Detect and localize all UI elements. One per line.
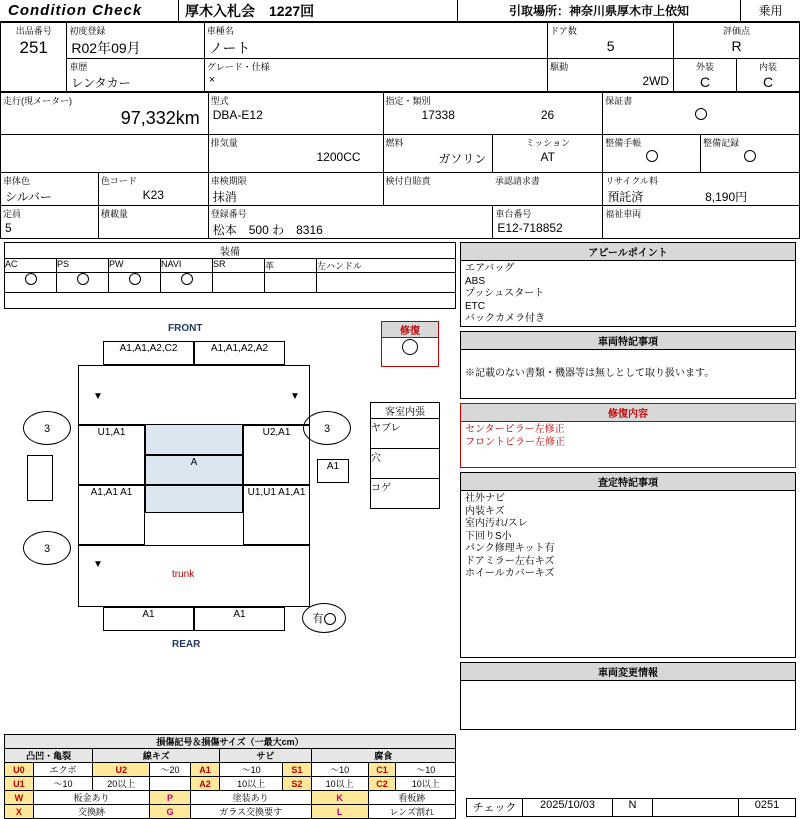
appraisal-line-3: 下回りS小 (465, 530, 512, 542)
body-color-value: シルバー (5, 190, 52, 204)
legend-text-g: ガラス交換要す (190, 805, 311, 819)
doors-value: 5 (606, 38, 615, 54)
legend-code-u1: U1 (5, 777, 34, 791)
rear-right-door: U1,U1 A1,A1 (243, 485, 310, 545)
equipment-title: 装備 (5, 243, 456, 259)
legend-code-p: P (150, 791, 190, 805)
right-side-panel: A1 (317, 459, 349, 483)
legend-text-a1: ～10 (220, 763, 283, 777)
rating-label: 評価点 (723, 26, 751, 36)
trunk-label: trunk (172, 569, 195, 580)
notes-panel (460, 331, 796, 399)
front-left-door: U1,A1 (78, 425, 145, 485)
check-number: 0251 (739, 799, 796, 817)
equip-mark-6 (317, 273, 456, 293)
warranty-cell (603, 93, 800, 135)
color-code-cell (98, 173, 208, 206)
appeal-line-4: バックカメラ付き (465, 313, 545, 324)
legend-code-a1: A1 (190, 763, 219, 777)
repair-box (381, 321, 439, 367)
rating-value: R (731, 38, 742, 54)
auction-name: 厚木入札会 1227回 (178, 0, 458, 22)
hood-right-cell: A1,A1,A2,A2 (194, 341, 285, 365)
appeal-line-0: エアバッグ (465, 263, 515, 274)
legend-text-s2: 10以上 (311, 777, 368, 791)
appeal-panel (460, 242, 796, 327)
legend-text-a2: 10以上 (220, 777, 283, 791)
front-section (78, 365, 310, 425)
interior-cell (737, 59, 800, 92)
grade-label: グレード・仕様 (206, 62, 270, 72)
shaken-cell (208, 173, 383, 206)
type-label: 型式 (210, 96, 229, 106)
equip-label-2: PW (109, 259, 161, 273)
doors-label: ドア数 (550, 26, 577, 36)
legend-code-k: K (311, 791, 368, 805)
repair-panel-title: 修復内容 (461, 404, 795, 422)
appeal-line-2: プッシュスタート (465, 288, 545, 299)
rear-window-area (145, 485, 243, 513)
check-row (466, 798, 796, 817)
appraisal-line-0: 社外ナビ (465, 493, 505, 504)
interior-trim-table (370, 402, 440, 509)
change-panel-body (461, 681, 795, 685)
reg-number-value: 松本 500 わ 8316 (212, 223, 323, 237)
wheel-front-left: 3 (23, 411, 71, 445)
vin-cell (493, 206, 603, 239)
welfare-label: 福祉車両 (605, 209, 642, 219)
legend-text-s1: ～10 (311, 763, 368, 777)
check-blank (653, 799, 739, 817)
history-cell (67, 59, 204, 92)
vehicle-class: 乗用 (740, 0, 800, 22)
legend-title: 損傷記号＆損傷サイズ（一最大cm） (5, 735, 456, 749)
legend-text-l: レンズ割れ (368, 805, 455, 819)
recycle-label: リサイクル料 (605, 176, 658, 186)
rear-left-cell: A1 (103, 607, 194, 631)
repair-box-mark (382, 338, 438, 366)
sheet-header (0, 0, 800, 22)
legend-code-u2: U2 (93, 763, 150, 777)
wheel-front-right: 3 (303, 411, 351, 445)
recycle-amount: 8,190円 (705, 190, 748, 204)
appeal-panel-title: アピールポイント (461, 243, 795, 261)
interior-trim-row-2: コゲ (371, 479, 440, 509)
equip-label-5: 革 (265, 259, 317, 273)
reg-number-cell (208, 206, 493, 239)
equip-mark-0 (5, 273, 57, 293)
displacement-value: 1200CC (316, 150, 361, 164)
lot-number-label: 出品番号 (15, 26, 52, 36)
check-label: チェック (467, 799, 523, 817)
equip-label-4: SR (213, 259, 265, 273)
seats-value: 5 (5, 221, 12, 235)
mileage-label: 走行(現メーター) (3, 96, 72, 106)
legend-text-k: 看板跡 (368, 791, 455, 805)
legend-code-c1: C1 (368, 763, 396, 777)
left-side-panel (27, 455, 53, 501)
jibai-cell (383, 173, 603, 206)
legend-blank-1 (150, 777, 190, 791)
appraisal-line-4: パンク修理キット有 (465, 543, 555, 554)
fuel-value: ガソリン (438, 152, 487, 166)
interior-value: C (762, 74, 774, 90)
tire-mark-text: 有 (312, 613, 324, 625)
maintenance-record-cell (701, 135, 800, 173)
lot-number-cell (1, 23, 67, 92)
rear-right-cell: A1 (194, 607, 285, 631)
doors-cell (548, 23, 674, 59)
legend-code-l: L (311, 805, 368, 819)
mission-value: AT (540, 150, 555, 164)
body-color-label: 車体色 (3, 176, 31, 186)
legend-code-x: X (5, 805, 34, 819)
appraisal-line-1: 内装キズ (465, 505, 505, 517)
model-cell (204, 23, 547, 59)
appraisal-line-2: 室内汚れ/スレ (465, 518, 528, 529)
check-date: 2025/10/03 (523, 799, 613, 817)
id-block (0, 22, 800, 92)
reg-number-label: 登録番号 (210, 209, 247, 219)
shonin-label: 承認請求書 (494, 176, 540, 186)
arrow-left-front-icon: ▼ (93, 391, 103, 402)
interior-label: 内装 (759, 62, 778, 72)
interior-trim-row-0: ヤブレ (371, 419, 440, 449)
legend-code-c2: C2 (368, 777, 396, 791)
legend-group-1: 線キズ (93, 749, 220, 763)
maintenance-book-label: 整備手帳 (605, 138, 642, 148)
repair-line-0: センターピラー左修正 (465, 424, 565, 435)
first-reg-cell (67, 23, 204, 59)
spec-block (0, 92, 800, 239)
warranty-label: 保証書 (605, 96, 633, 106)
legend-code-w: W (5, 791, 34, 805)
legend-text-u0: エクボ (33, 763, 93, 777)
legend-text-w: 板金あり (33, 791, 150, 805)
change-panel (460, 662, 796, 730)
sheet-title: Condition Check (8, 2, 143, 19)
legend-text-x: 交換跡 (33, 805, 150, 819)
drive-value: 2WD (642, 74, 670, 88)
type-value: DBA-E12 (212, 108, 263, 122)
recycle-cell (603, 173, 800, 206)
shaken-value: 抹消 (212, 190, 237, 204)
legend-text-u2: ～20 (150, 763, 190, 777)
equip-mark-1 (57, 273, 109, 293)
drive-cell (548, 59, 674, 92)
legend-group-3: 腐食 (311, 749, 455, 763)
damage-diagram (0, 309, 456, 699)
warranty-mark (603, 108, 799, 123)
notes-panel-title: 車両特記事項 (461, 332, 795, 350)
roof-cell: A (145, 455, 243, 485)
legend-text-p: 塗装あり (190, 791, 311, 805)
mileage-value: 97,332km (120, 108, 200, 128)
fuel-cell (383, 135, 493, 173)
maintenance-book-mark (603, 150, 700, 165)
mission-label: ミッション (525, 138, 571, 148)
rear-left-door: A1,A1 A1 (78, 485, 145, 545)
recycle-value: 預託済 (607, 190, 644, 204)
repair-box-title: 修復 (382, 322, 438, 338)
fuel-label: 燃料 (385, 138, 404, 148)
mileage-cell (1, 93, 209, 135)
diagram-rear-label: REAR (172, 639, 201, 650)
equip-mark-3 (161, 273, 213, 293)
diagram-front-label: FRONT (168, 323, 203, 334)
repair-panel (460, 403, 796, 468)
displacement-cell (208, 135, 383, 173)
equip-mark-2 (109, 273, 161, 293)
model-value: ノート (208, 40, 251, 56)
maintenance-record-label: 整備記録 (703, 138, 740, 148)
legend-group-2: サビ (220, 749, 311, 763)
rating-cell (674, 23, 800, 59)
vin-label: 車台番号 (495, 209, 532, 219)
appraisal-panel-body (461, 491, 795, 583)
front-right-door: U2,A1 (243, 425, 310, 485)
load-label: 積載量 (100, 209, 128, 219)
class-value-2: 26 (540, 108, 555, 122)
legend-text-c2: 10以上 (396, 777, 456, 791)
shaken-label: 車検期限 (210, 176, 247, 186)
appraisal-panel-title: 査定特記事項 (461, 473, 795, 491)
equip-mark-4 (213, 273, 265, 293)
vin-value: E12-718852 (497, 221, 563, 235)
maintenance-record-mark (701, 150, 799, 165)
appraisal-panel (460, 472, 796, 658)
history-value: レンタカー (71, 76, 131, 90)
body-color-cell (1, 173, 99, 206)
jibai-label: 検付自賠責 (385, 176, 431, 186)
model-label: 車種名 (206, 26, 234, 36)
class-label: 指定・類別 (385, 96, 431, 106)
legend-code-s1: S1 (283, 763, 311, 777)
check-mark: N (613, 799, 653, 817)
type-cell (208, 93, 383, 135)
damage-legend (4, 734, 456, 819)
color-code-value: K23 (142, 188, 164, 202)
maintenance-book-cell (603, 135, 701, 173)
equip-mark-5 (265, 273, 317, 293)
mileage-sub-cell (1, 135, 209, 173)
legend-text-u1: ～10 (33, 777, 93, 791)
equipment-notes-row (5, 293, 456, 309)
windshield-area (145, 425, 243, 455)
color-code-label: 色コード (100, 176, 137, 186)
first-reg-value: R02年09月 (71, 40, 141, 56)
legend-text-c1: ～10 (396, 763, 456, 777)
legend-code-u0: U0 (5, 763, 34, 777)
arrow-right-front-icon: ▼ (290, 391, 300, 402)
legend-code-s2: S2 (283, 777, 311, 791)
equip-label-1: PS (57, 259, 109, 273)
equipment-table (4, 242, 456, 309)
legend-size-u2: 20以上 (93, 777, 150, 791)
right-panels (460, 239, 796, 734)
exterior-cell (674, 59, 737, 92)
welfare-cell (603, 206, 800, 239)
arrow-left-rear-icon: ▼ (93, 559, 103, 570)
interior-trim-title: 客室内張 (371, 403, 440, 419)
interior-trim-row-1: 穴 (371, 449, 440, 479)
equip-label-0: AC (5, 259, 57, 273)
appraisal-line-5: ドアミラー左右キズ (465, 555, 555, 567)
class-value-1: 17338 (421, 108, 455, 122)
mission-cell (493, 135, 603, 173)
class-cell (383, 93, 603, 135)
equip-label-6: 左ハンドル (317, 259, 456, 273)
repair-panel-body (461, 422, 795, 451)
first-reg-label: 初度登録 (69, 26, 106, 36)
hood-left-cell: A1,A1,A2,C2 (103, 341, 194, 365)
legend-group-0: 凸凹・亀裂 (5, 749, 93, 763)
grade-value: × (208, 74, 216, 86)
notes-panel-body (461, 350, 795, 383)
seats-label: 定員 (3, 209, 22, 219)
appraisal-line-6: ホイールカバーキズ (465, 568, 555, 579)
appeal-line-1: ABS (465, 275, 486, 287)
displacement-label: 排気量 (210, 138, 238, 148)
equip-label-3: NAVI (161, 259, 213, 273)
lot-number-value: 251 (19, 38, 48, 57)
grade-cell (204, 59, 547, 92)
appeal-line-3: ETC (465, 300, 485, 312)
legend-code-a2: A2 (190, 777, 219, 791)
exterior-value: C (699, 74, 711, 90)
notes-line-0: ※記載のない書類・機器等は無しとして取り扱います。 (465, 368, 715, 379)
seats-cell (1, 206, 99, 239)
repair-line-1: フロントピラー左修正 (465, 436, 565, 448)
history-label: 車歴 (69, 62, 88, 72)
pickup-place: 引取場所：神奈川県厚木市上依知 (508, 3, 689, 18)
exterior-label: 外装 (696, 62, 715, 72)
legend-code-g: G (150, 805, 190, 819)
tire-mark-outer (302, 603, 346, 633)
load-cell (98, 206, 208, 239)
appeal-panel-body (461, 261, 795, 328)
drive-label: 駆動 (550, 62, 569, 72)
change-panel-title: 車両変更情報 (461, 663, 795, 681)
wheel-rear-left: 3 (23, 531, 71, 565)
